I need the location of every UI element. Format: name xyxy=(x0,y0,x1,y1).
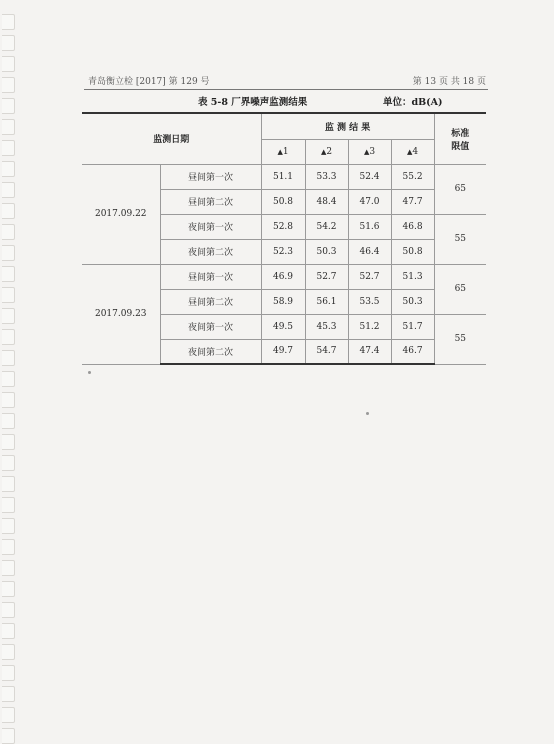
page-header xyxy=(88,74,486,90)
value-cell: 54.7 xyxy=(305,339,348,364)
value-cell: 58.9 xyxy=(261,289,305,314)
binder-hole xyxy=(2,560,15,576)
binder-hole xyxy=(2,434,15,450)
binder-hole xyxy=(2,56,15,72)
point-label: 1 xyxy=(282,146,289,157)
period-cell: 夜间第一次 xyxy=(160,314,261,339)
value-cell: 53.3 xyxy=(305,164,348,189)
binder-hole xyxy=(2,665,15,681)
value-cell: 46.8 xyxy=(391,214,434,239)
value-cell: 51.3 xyxy=(391,264,434,289)
header-point-1 xyxy=(261,139,305,164)
binder-hole xyxy=(2,413,15,429)
binder-hole xyxy=(2,98,15,114)
value-cell: 46.7 xyxy=(391,339,434,364)
binder-hole xyxy=(2,707,15,723)
binder-holes xyxy=(0,0,18,744)
binder-hole xyxy=(2,35,15,51)
value-cell: 55.2 xyxy=(391,164,434,189)
binder-hole xyxy=(2,686,15,702)
value-cell: 46.9 xyxy=(261,264,305,289)
header-standard-limit xyxy=(434,113,486,164)
header-standard-line-2: 限值 xyxy=(451,141,470,152)
value-cell: 50.3 xyxy=(305,239,348,264)
value-cell: 47.4 xyxy=(348,339,391,364)
header-point-2 xyxy=(305,139,348,164)
period-cell: 昼间第一次 xyxy=(160,264,261,289)
value-cell: 47.7 xyxy=(391,189,434,214)
scan-speck xyxy=(366,412,369,415)
binder-hole xyxy=(2,266,15,282)
triangle-marker-icon: ▲ xyxy=(406,147,413,156)
binder-hole xyxy=(2,329,15,345)
value-cell: 54.2 xyxy=(305,214,348,239)
triangle-marker-icon: ▲ xyxy=(363,147,370,156)
binder-hole xyxy=(2,539,15,555)
period-cell: 夜间第二次 xyxy=(160,339,261,364)
period-cell: 昼间第二次 xyxy=(160,289,261,314)
binder-hole xyxy=(2,308,15,324)
binder-hole xyxy=(2,14,15,30)
value-cell: 51.7 xyxy=(391,314,434,339)
header-point-3 xyxy=(348,139,391,164)
binder-hole xyxy=(2,644,15,660)
triangle-marker-icon: ▲ xyxy=(277,147,283,156)
value-cell: 51.2 xyxy=(348,314,391,339)
period-cell: 昼间第二次 xyxy=(160,189,261,214)
header-point-4 xyxy=(391,139,434,164)
value-cell: 50.8 xyxy=(261,189,305,214)
binder-hole xyxy=(2,245,15,261)
point-label: 2 xyxy=(326,146,333,157)
table-row xyxy=(82,264,486,289)
binder-hole xyxy=(2,77,15,93)
value-cell: 53.5 xyxy=(348,289,391,314)
noise-results-table xyxy=(82,112,486,365)
binder-hole xyxy=(2,350,15,366)
value-cell: 47.0 xyxy=(348,189,391,214)
binder-hole xyxy=(2,476,15,492)
binder-hole xyxy=(2,497,15,513)
value-cell: 52.8 xyxy=(261,214,305,239)
scan-speck xyxy=(88,371,91,374)
limit-cell: 55 xyxy=(434,314,486,364)
binder-hole xyxy=(2,224,15,240)
binder-hole xyxy=(2,623,15,639)
value-cell: 51.1 xyxy=(261,164,305,189)
header-monitoring-date: 监测日期 xyxy=(82,113,261,164)
binder-hole xyxy=(2,371,15,387)
value-cell: 50.3 xyxy=(391,289,434,314)
value-cell: 52.7 xyxy=(348,264,391,289)
binder-hole xyxy=(2,203,15,219)
binder-hole xyxy=(2,455,15,471)
point-label: 3 xyxy=(369,146,376,157)
header-monitoring-results: 监 测 结 果 xyxy=(261,113,434,139)
value-cell: 48.4 xyxy=(305,189,348,214)
value-cell: 50.8 xyxy=(391,239,434,264)
binder-hole xyxy=(2,602,15,618)
value-cell: 45.3 xyxy=(305,314,348,339)
period-cell: 夜间第二次 xyxy=(160,239,261,264)
binder-hole xyxy=(2,728,15,744)
limit-cell: 55 xyxy=(434,214,486,264)
page-number: 第 13 页 共 18 页 xyxy=(412,77,486,87)
date-cell: 2017.09.22 xyxy=(82,164,160,264)
period-cell: 昼间第一次 xyxy=(160,164,261,189)
table-row xyxy=(82,164,486,189)
binder-hole xyxy=(2,140,15,156)
point-label: 4 xyxy=(412,146,419,157)
value-cell: 46.4 xyxy=(348,239,391,264)
table-unit: 单位：dB(A) xyxy=(383,97,443,108)
binder-hole xyxy=(2,287,15,303)
header-standard-line-1: 标准 xyxy=(451,128,470,139)
limit-cell: 65 xyxy=(434,164,486,214)
value-cell: 51.6 xyxy=(348,214,391,239)
binder-hole xyxy=(2,518,15,534)
binder-hole xyxy=(2,182,15,198)
value-cell: 56.1 xyxy=(305,289,348,314)
date-cell: 2017.09.23 xyxy=(82,264,160,364)
table-title: 表 5-8 厂界噪声监测结果 xyxy=(198,97,308,108)
value-cell: 52.3 xyxy=(261,239,305,264)
document-number: 青岛衡立检 [2017] 第 129 号 xyxy=(88,77,210,87)
value-cell: 49.7 xyxy=(261,339,305,364)
binder-hole xyxy=(2,581,15,597)
value-cell: 52.7 xyxy=(305,264,348,289)
binder-hole xyxy=(2,161,15,177)
value-cell: 52.4 xyxy=(348,164,391,189)
binder-hole xyxy=(2,392,15,408)
header-rule xyxy=(84,89,488,90)
value-cell: 49.5 xyxy=(261,314,305,339)
limit-cell: 65 xyxy=(434,264,486,314)
binder-hole xyxy=(2,119,15,135)
period-cell: 夜间第一次 xyxy=(160,214,261,239)
triangle-marker-icon: ▲ xyxy=(320,147,327,156)
